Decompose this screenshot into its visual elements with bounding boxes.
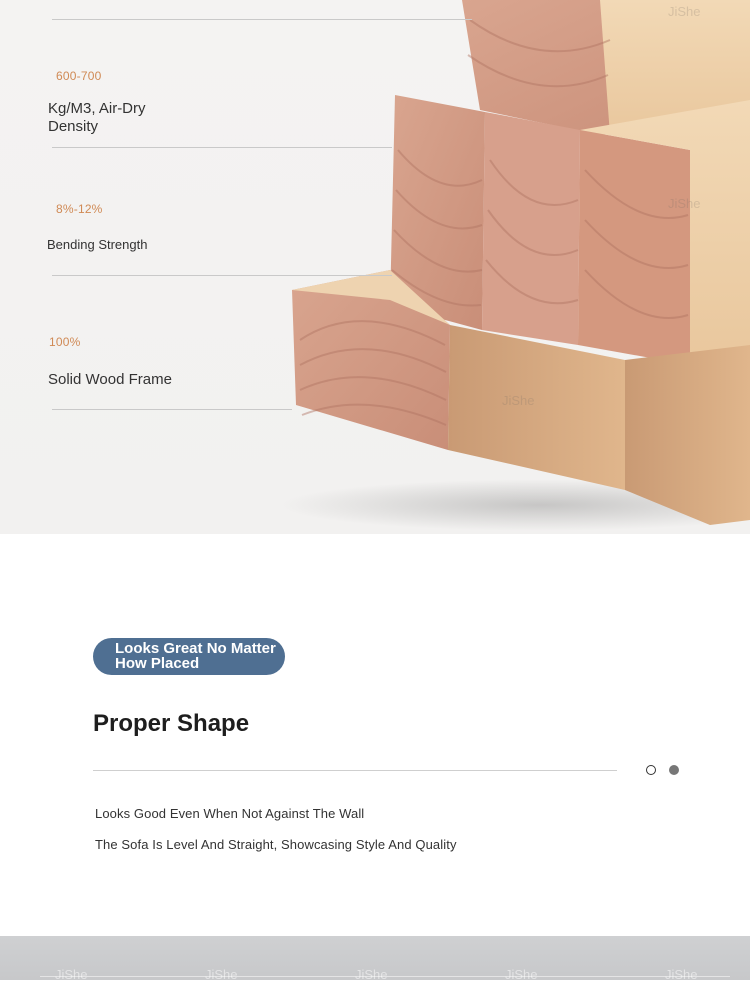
feature-title: Proper Shape	[93, 710, 250, 737]
watermark: JiShe	[505, 967, 538, 982]
spec-divider	[52, 409, 292, 410]
watermark: JiShe	[665, 967, 698, 982]
watermark: JiShe	[502, 393, 535, 408]
spec-divider	[52, 19, 472, 20]
spec-label: Solid Wood Frame	[48, 371, 172, 388]
feature-badge: Looks Great No Matter How Placed	[93, 638, 285, 675]
spec-label: Kg/M3, Air-Dry Density	[48, 100, 146, 135]
feature-description-line: Looks Good Even When Not Against The Wall	[95, 806, 365, 821]
spec-value: 600-700	[56, 69, 102, 83]
feature-divider	[93, 770, 617, 771]
spec-label: Bending Strength	[47, 237, 148, 252]
next-section-preview	[0, 936, 750, 980]
spec-divider	[52, 147, 392, 148]
spec-value: 8%-12%	[56, 202, 103, 216]
watermark: JiShe	[55, 967, 88, 982]
watermark: JiShe	[205, 967, 238, 982]
watermark: JiShe	[355, 967, 388, 982]
watermark: JiShe	[668, 4, 701, 19]
feature-section	[0, 534, 750, 936]
spec-divider	[52, 275, 392, 276]
watermark: JiShe	[668, 196, 701, 211]
pager-dot-2[interactable]	[669, 765, 679, 775]
feature-description-line: The Sofa Is Level And Straight, Showcasing Style And Quality	[95, 837, 457, 852]
spec-value: 100%	[49, 335, 81, 349]
pager-dot-1[interactable]	[646, 765, 656, 775]
